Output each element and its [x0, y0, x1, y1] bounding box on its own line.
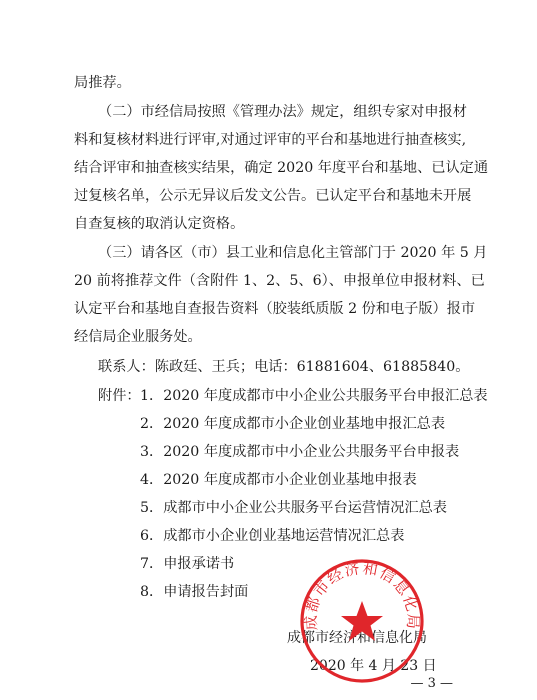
paragraph-line: （三）请各区（市）县工业和信息化主管部门于 2020 年 5 月	[98, 245, 488, 261]
attachment-item: 2．2020 年度成都市小企业创业基地申报汇总表	[140, 416, 446, 432]
paragraph-line: 局推荐。	[74, 75, 131, 91]
attachment-item: 3．2020 年度成都市中小企业公共服务平台申报表	[140, 444, 460, 460]
attachment-item: 4．2020 年度成都市小企业创业基地申报表	[140, 472, 417, 488]
page-number-wrap	[0, 676, 537, 691]
contact-line: 联系人：陈政廷、王兵；电话：61881604、61885840。	[98, 359, 470, 375]
paragraph-line: 经信局企业服务处。	[74, 329, 202, 345]
signature-org: 成都市经济和信息化局	[287, 630, 427, 646]
seal-text: 成都市经济和信息化局	[301, 559, 423, 631]
paragraph-line: （二）市经信局按照《管理办法》规定，组织专家对申报材	[98, 104, 467, 120]
attachment-item: 6．成都市小企业创业基地运营情况汇总表	[140, 528, 405, 544]
paragraph-line: 认定平台和基地自查报告资料（胶装纸质版 2 份和电子版）报市	[74, 301, 476, 317]
paragraph-line: 自查复核的取消认定资格。	[74, 216, 245, 232]
page-number: — 3 —	[410, 676, 453, 691]
paragraph-line: 料和复核材料进行评审,对通过评审的平台和基地进行抽查核实,	[74, 132, 467, 148]
attachment-item: 7．申报承诺书	[140, 556, 235, 572]
attachments-label: 附件：	[98, 388, 141, 404]
official-seal-icon	[296, 555, 428, 687]
signature-date: 2020 年 4 月 23 日	[310, 658, 437, 674]
seal-star-icon	[341, 601, 383, 641]
attachment-item: 5．成都市中小企业公共服务平台运营情况汇总表	[140, 500, 447, 516]
attachment-item: 8．申请报告封面	[140, 584, 249, 600]
paragraph-line: 20 前将推荐文件（含附件 1、2、5、6）、申报单位申报材料、已	[74, 273, 485, 289]
paragraph-line: 过复核名单，公示无异议后发文公告。已认定平台和基地未开展	[74, 188, 472, 204]
paragraph-line: 结合评审和抽查核实结果，确定 2020 年度平台和基地、已认定通	[74, 160, 489, 176]
attachment-item: 1．2020 年度成都市中小企业公共服务平台申报汇总表	[140, 388, 488, 404]
